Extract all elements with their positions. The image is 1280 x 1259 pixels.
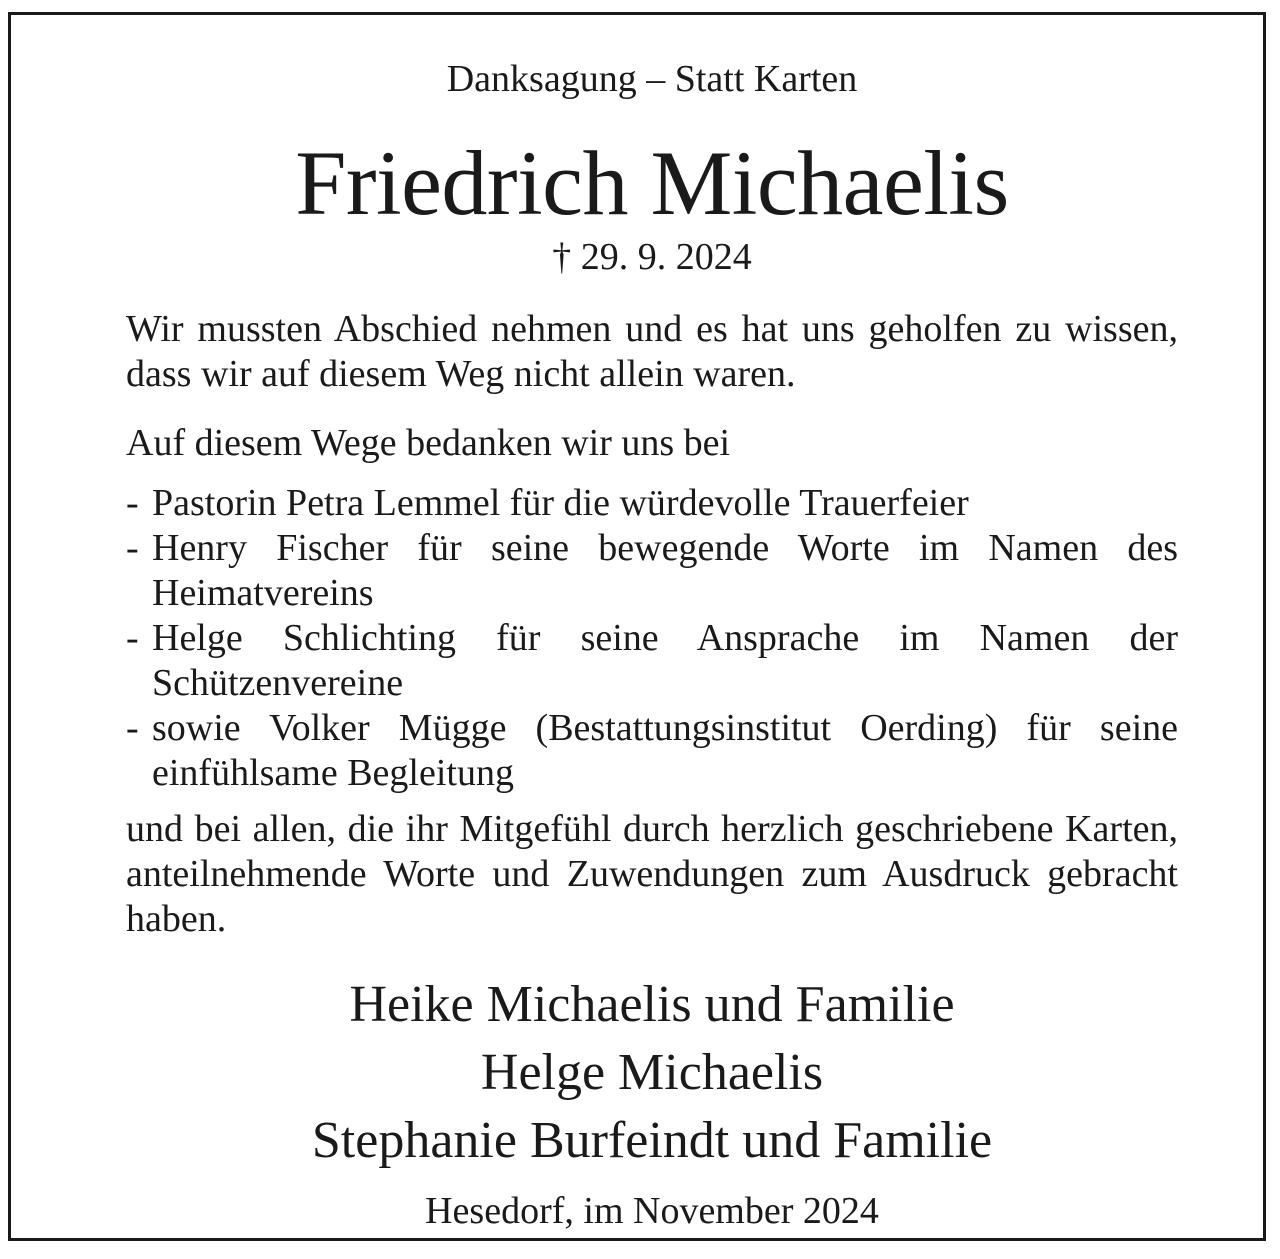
list-marker: - <box>126 617 139 659</box>
signature-line: Stephanie Burfeindt und Familie <box>311 1112 993 1169</box>
list-item-text: Pastorin Petra Lemmel für die würdevolle Trauerfeier <box>152 482 969 524</box>
list-item <box>126 481 1178 526</box>
list-item <box>126 706 1178 796</box>
thanks-intro: Auf diesem Wege bedanken wir uns bei <box>126 422 731 464</box>
deceased-name: Friedrich Michaelis <box>295 132 1009 234</box>
closing-paragraph: und bei allen, die ihr Mitgefühl durch herzlich geschriebene Karten, anteilnehmende Worte und Zuwendungen zum Ausdruck gebracht haben. <box>126 808 1178 940</box>
intro-paragraph: Wir mussten Abschied nehmen und es hat uns geholfen zu wissen, dass wir auf diesem Weg nicht allein waren. <box>126 308 1178 395</box>
list-item <box>126 616 1178 706</box>
place-date: Hesedorf, im November 2024 <box>425 1190 879 1232</box>
death-date: † 29. 9. 2024 <box>552 236 752 278</box>
notice-frame <box>8 12 1266 1241</box>
list-item-text: sowie Volker Mügge (Bestattungsinstitut Oerding) für seine einfühlsame Begleitung <box>152 707 1178 794</box>
signature-line: Helge Michaelis <box>480 1044 824 1101</box>
list-marker: - <box>126 482 139 524</box>
list-item-text: Henry Fischer für seine bewegende Worte im Namen des Heimatvereins <box>152 527 1178 614</box>
notice-subtitle: Danksagung – Statt Karten <box>446 58 858 100</box>
list-marker: - <box>126 707 139 749</box>
signature-line: Heike Michaelis und Familie <box>349 976 955 1033</box>
list-marker: - <box>126 527 139 569</box>
list-item <box>126 526 1178 616</box>
signatures <box>126 971 1178 1175</box>
thanks-list <box>126 481 1178 796</box>
list-item-text: Helge Schlichting für seine Ansprache im Namen der Schützenvereine <box>152 617 1178 704</box>
